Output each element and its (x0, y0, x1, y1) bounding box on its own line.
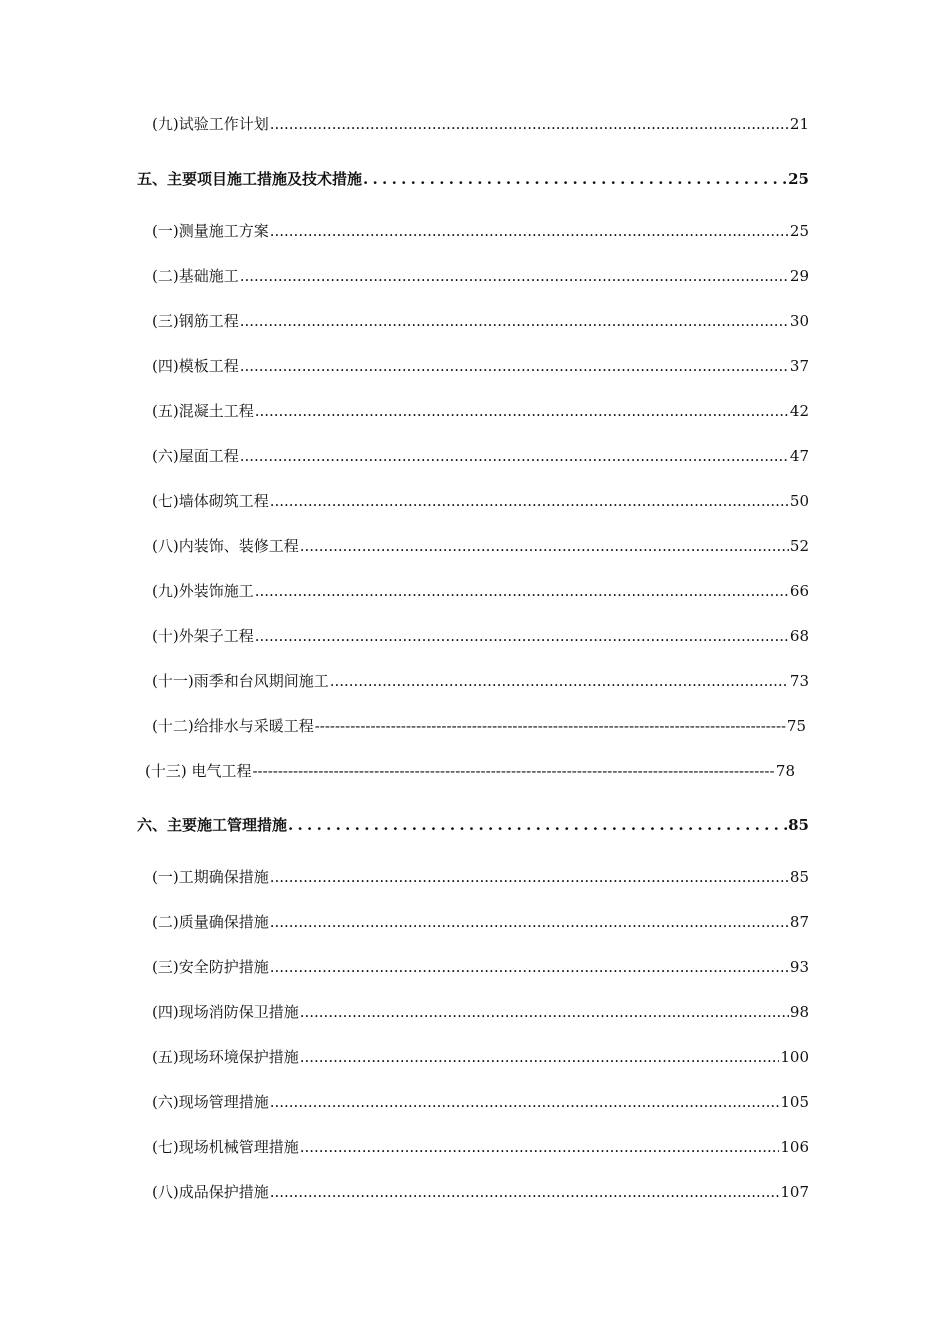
toc-entry-label: (一)测量施工方案 (152, 222, 269, 240)
toc-section-label: 五、主要项目施工措施及技术措施 (137, 170, 363, 188)
toc-entry-electrical[interactable] (145, 761, 795, 781)
toc-entry-environment[interactable] (152, 1047, 809, 1067)
toc-page-number: 68 (789, 627, 809, 645)
toc-dot-leader (270, 867, 789, 887)
toc-dot-leader (255, 581, 789, 601)
toc-dot-leader (288, 815, 787, 835)
toc-entry-exterior[interactable] (152, 581, 809, 601)
toc-entry-label: (二)质量确保措施 (152, 913, 269, 931)
toc-page-number: 47 (789, 447, 809, 465)
toc-dot-leader (270, 1182, 780, 1202)
toc-entry-survey[interactable] (152, 221, 809, 241)
toc-dot-leader (300, 1002, 789, 1022)
toc-page-number: 50 (789, 492, 809, 510)
toc-entry-masonry[interactable] (152, 491, 809, 511)
toc-dot-leader (330, 671, 789, 691)
toc-entry-label: (三)钢筋工程 (152, 312, 239, 330)
toc-entry-label: (十一)雨季和台风期间施工 (152, 672, 329, 690)
toc-page-number: 75 (786, 717, 806, 735)
toc-page-number: 52 (789, 537, 809, 555)
toc-dot-leader (363, 169, 787, 189)
toc-entry-label: (六)现场管理措施 (152, 1093, 269, 1111)
toc-entry-roofing[interactable] (152, 446, 809, 466)
toc-dash-leader (315, 716, 786, 736)
toc-dot-leader (270, 491, 789, 511)
toc-entry-test-plan[interactable] (152, 114, 809, 134)
toc-entry-foundation[interactable] (152, 266, 809, 286)
toc-entry-rebar[interactable] (152, 311, 809, 331)
toc-page-number: 29 (789, 267, 809, 285)
toc-page-number: 25 (789, 222, 809, 240)
toc-entry-label: (九)试验工作计划 (152, 115, 269, 133)
toc-page-number: 93 (789, 958, 809, 976)
toc-dot-leader (270, 114, 789, 134)
toc-page-number: 30 (789, 312, 809, 330)
toc-entry-schedule[interactable] (152, 867, 809, 887)
toc-entry-label: (十三) 电气工程 (145, 762, 252, 780)
toc-page-number: 87 (789, 913, 809, 931)
toc-entry-label: (一)工期确保措施 (152, 868, 269, 886)
toc-entry-machinery[interactable] (152, 1137, 809, 1157)
toc-entry-label: (八)成品保护措施 (152, 1183, 269, 1201)
toc-section-five[interactable] (137, 169, 809, 189)
toc-page-number: 106 (780, 1138, 809, 1156)
toc-dot-leader (240, 266, 789, 286)
toc-page-number: 25 (788, 170, 809, 188)
toc-entry-label: (六)屋面工程 (152, 447, 239, 465)
toc-page-number: 100 (780, 1048, 809, 1066)
toc-dot-leader (270, 221, 789, 241)
toc-entry-label: (十二)给排水与采暖工程 (152, 717, 314, 735)
toc-page-number: 85 (789, 868, 809, 886)
toc-entry-product-protection[interactable] (152, 1182, 809, 1202)
toc-entry-plumbing[interactable] (152, 716, 806, 736)
toc-entry-label: (五)现场环境保护措施 (152, 1048, 299, 1066)
toc-entry-formwork[interactable] (152, 356, 809, 376)
toc-dot-leader (270, 957, 789, 977)
toc-page-number: 85 (788, 816, 809, 834)
toc-dot-leader (240, 311, 789, 331)
toc-dot-leader (240, 356, 789, 376)
toc-section-six[interactable] (137, 815, 809, 835)
toc-entry-site-management[interactable] (152, 1092, 809, 1112)
toc-entry-rainy-season[interactable] (152, 671, 809, 691)
toc-entry-label: (三)安全防护措施 (152, 958, 269, 976)
toc-dot-leader (300, 536, 789, 556)
toc-dot-leader (255, 401, 789, 421)
toc-entry-label: (五)混凝土工程 (152, 402, 254, 420)
toc-page-number: 37 (789, 357, 809, 375)
toc-page-number: 66 (789, 582, 809, 600)
toc-entry-label: (八)内装饰、装修工程 (152, 537, 299, 555)
toc-entry-label: (十)外架子工程 (152, 627, 254, 645)
toc-entry-label: (九)外装饰施工 (152, 582, 254, 600)
toc-page-number: 21 (789, 115, 809, 133)
toc-entry-quality[interactable] (152, 912, 809, 932)
toc-entry-label: (七)现场机械管理措施 (152, 1138, 299, 1156)
toc-entry-safety[interactable] (152, 957, 809, 977)
toc-entry-label: (四)现场消防保卫措施 (152, 1003, 299, 1021)
toc-dot-leader (255, 626, 789, 646)
toc-entry-label: (七)墙体砌筑工程 (152, 492, 269, 510)
toc-section-label: 六、主要施工管理措施 (137, 816, 288, 834)
toc-dot-leader (270, 912, 789, 932)
toc-dot-leader (300, 1137, 780, 1157)
toc-page-number: 42 (789, 402, 809, 420)
toc-dot-leader (270, 1092, 780, 1112)
toc-entry-concrete[interactable] (152, 401, 809, 421)
toc-page-number: 73 (789, 672, 809, 690)
toc-page-number: 105 (780, 1093, 809, 1111)
toc-entry-label: (四)模板工程 (152, 357, 239, 375)
toc-entry-scaffolding[interactable] (152, 626, 809, 646)
toc-entry-fire-security[interactable] (152, 1002, 809, 1022)
toc-page-number: 107 (780, 1183, 809, 1201)
toc-page-number: 98 (789, 1003, 809, 1021)
toc-entry-label: (二)基础施工 (152, 267, 239, 285)
toc-entry-interior[interactable] (152, 536, 809, 556)
toc-dash-leader (252, 761, 774, 781)
toc-page-number: 78 (775, 762, 795, 780)
toc-dot-leader (240, 446, 789, 466)
toc-dot-leader (300, 1047, 780, 1067)
